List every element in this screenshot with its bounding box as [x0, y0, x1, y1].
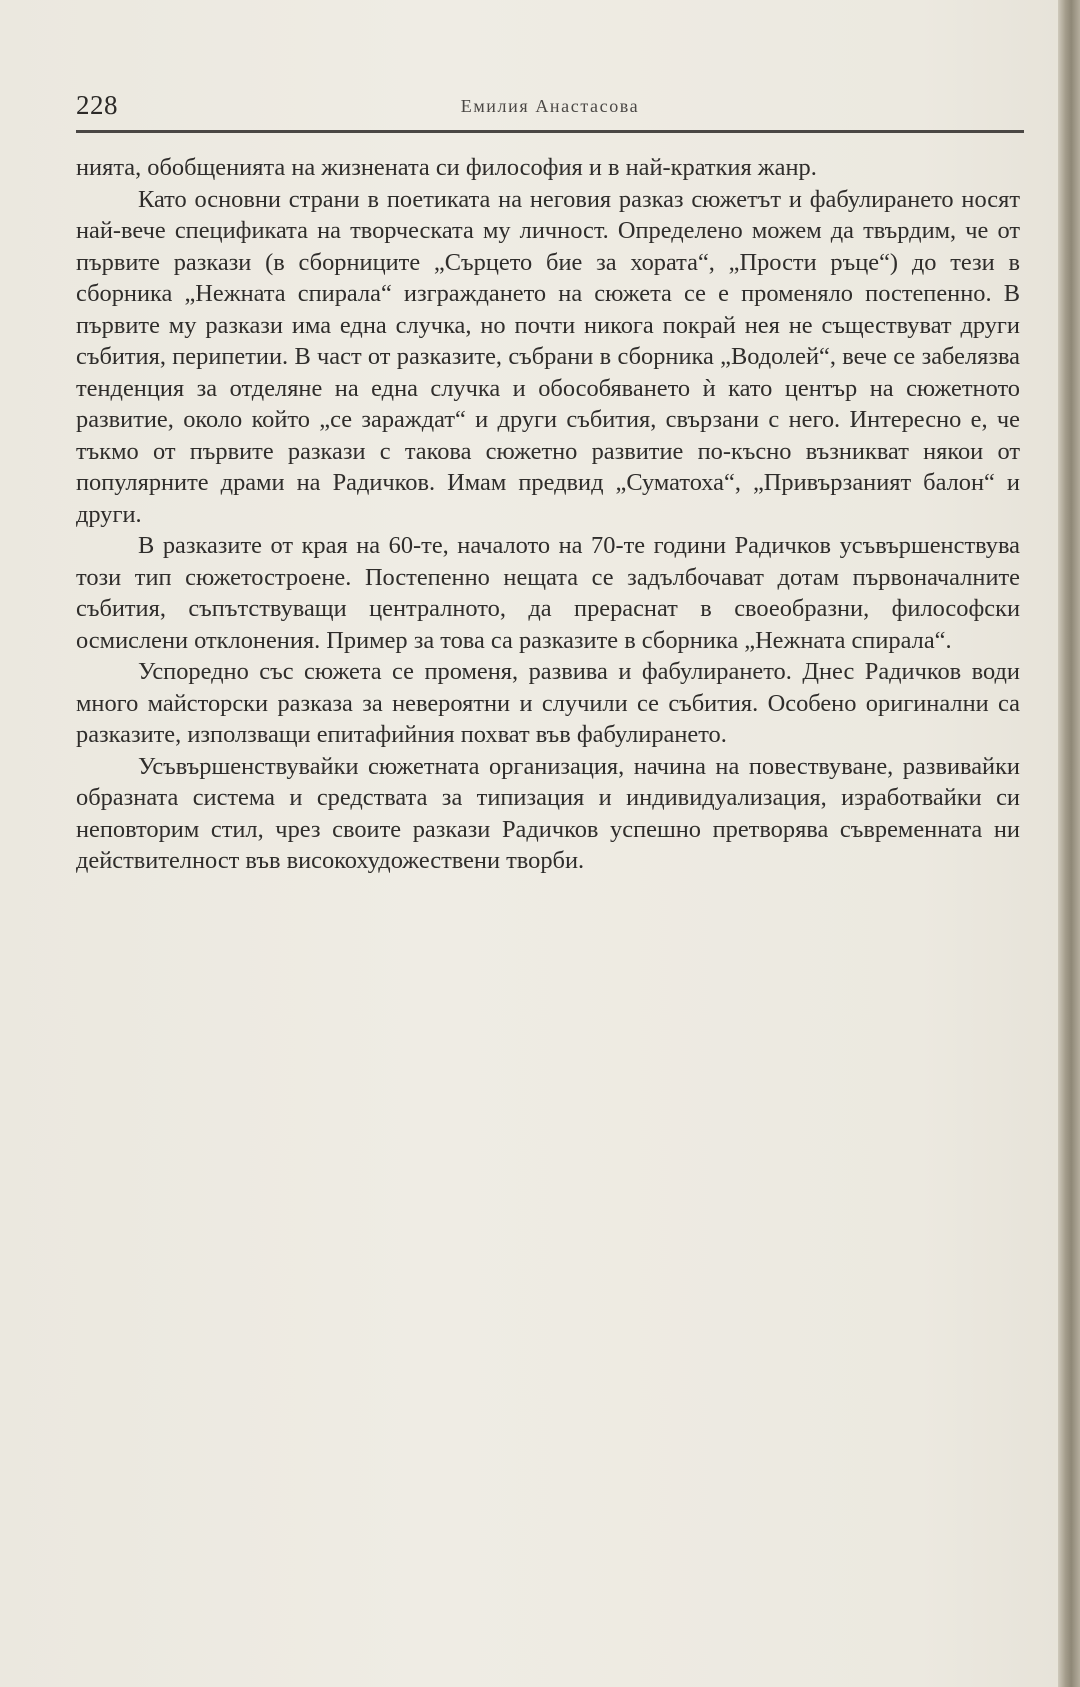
body-text — [76, 152, 1020, 877]
page-header — [76, 88, 1024, 128]
paragraph: Успоредно със сюжета се променя, развива и фабулирането. Днес Радичков води много майсторски разказа за невероятни и случили се събития. Особено оригинални са разказите, използващи епитафийния похват във фабулирането. — [76, 658, 1020, 748]
paragraph: Усъвършенствувайки сюжетната организация, начина на повествуване, развивайки образната система и средствата за типизация и индивидуализация, изработвайки си неповторим стил, чрез своите разкази Радичков успешно претворява съвременната ни действителност във високохудожествени творби. — [76, 752, 1020, 874]
page-binding-edge — [1058, 0, 1080, 1687]
header-rule — [76, 130, 1024, 133]
paragraph-continued: нията, обобщенията на жизнената си философия и в най-краткия жанр. — [76, 154, 817, 181]
paragraph: В разказите от края на 60-те, началото на 70-те години Радичков усъвършенствува този тип сюжетостроене. Постепенно нещата се задълбочават дотам първоначалните събития, съпътствуващи централното, да прераснат в своеобразни, философски осмислени отклонения. Пример за това са разказите в сборника „Нежната спирала“. — [76, 532, 1020, 654]
page-number: 228 — [76, 90, 118, 120]
running-head-author: Емилия Анастасова — [460, 96, 640, 116]
paragraph: Като основни страни в поетиката на неговия разказ сюжетът и фабулирането носят най-вече спецификата на творческата му личност. Определено можем да твърдим, че от първите разкази (в сборниците „Сърцето бие за хората“, „Прости ръце“) до тези в сборника „Нежната спирала“ изграждането на сюжета се е променяло постепенно. В първите му разкази има една случка, но почти никога покрай нея не съществуват други събития, перипетии. В част от разказите, събрани в сборника „Водолей“, вече се забелязва тенденция за отделяне на една случка и обособяването ѝ като център на сюжетното развитие, около който „се зараждат“ и други събития, свързани с него. Интересно е, че тъкмо от първите разкази с такова сюжетно развитие по-късно възникват някои от популярните драми на Радичков. Имам предвид „Суматоха“, „Привързаният балон“ и други. — [76, 185, 1020, 528]
